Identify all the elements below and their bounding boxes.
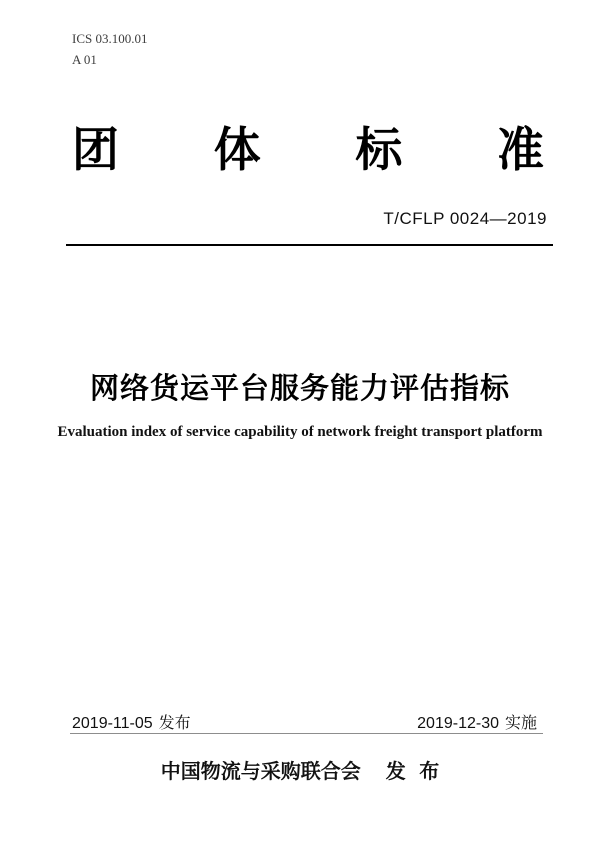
standard-type-title: [72, 123, 544, 176]
document-title-en: Evaluation index of service capability of network freight transport platform: [57, 424, 543, 440]
standard-type-char: 标: [355, 123, 403, 176]
publisher-row: [0, 755, 600, 784]
publish-label: 发 布: [385, 761, 440, 783]
standard-type-char: 团: [72, 123, 119, 176]
implementation-date: 2019-12-30: [417, 715, 499, 732]
ics-code: ICS 03.100.01: [72, 31, 148, 46]
footer-rule: [70, 733, 543, 734]
classification-code: A 01: [72, 52, 97, 67]
issue-date-group: [72, 710, 191, 733]
document-title-zh: 网络货运平台服务能力评估指标: [89, 373, 510, 405]
publisher-name: 中国物流与采购联合会: [160, 761, 361, 783]
issue-label: 发布: [158, 715, 191, 732]
ics-block: [72, 28, 147, 70]
implementation-date-group: [417, 710, 537, 733]
standard-number: T/CFLP 0024—2019: [383, 209, 547, 228]
standard-type-char: 体: [213, 123, 261, 176]
header-rule: [66, 244, 553, 246]
issue-date: 2019-11-05: [72, 715, 153, 732]
standard-type-char: 准: [496, 123, 544, 176]
implementation-label: 实施: [504, 715, 537, 732]
dates-row: [72, 710, 537, 733]
